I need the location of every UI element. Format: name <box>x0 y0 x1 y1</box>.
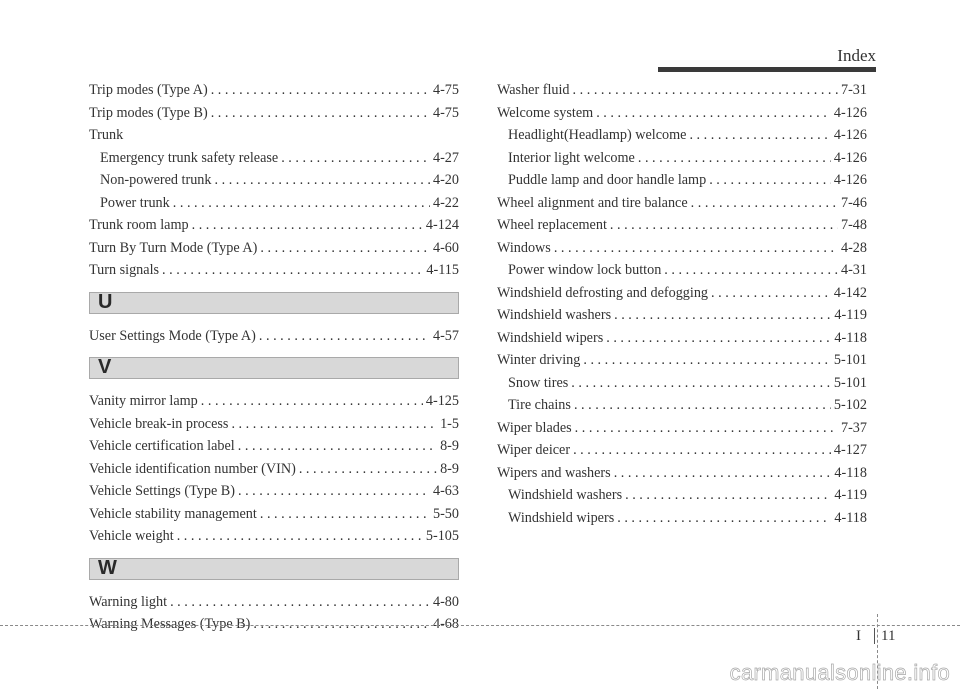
index-entry <box>89 461 459 484</box>
dot-leader <box>596 105 831 122</box>
index-page-ref: 4-31 <box>840 262 867 278</box>
dot-leader <box>610 217 838 234</box>
index-page-ref: 4-119 <box>834 307 867 323</box>
index-page-ref: 4-126 <box>833 127 867 143</box>
index-page-ref: 4-127 <box>833 442 867 458</box>
index-entry <box>89 82 459 105</box>
index-term: Wheel replacement <box>497 217 607 233</box>
index-term: Wiper blades <box>497 419 572 436</box>
dot-leader <box>606 330 831 347</box>
index-page-ref: 5-102 <box>833 397 867 413</box>
dot-leader <box>211 82 430 99</box>
index-subentry <box>497 487 867 510</box>
index-entry <box>497 307 867 330</box>
index-term: Vehicle stability management <box>89 505 257 522</box>
dot-leader <box>625 487 831 504</box>
dot-leader <box>638 150 831 167</box>
index-page-ref: 4-57 <box>432 327 459 344</box>
index-page-ref: 4-68 <box>432 616 459 632</box>
index-page-ref: 4-28 <box>840 239 867 256</box>
index-term: Headlight(Headlamp) welcome <box>508 127 687 143</box>
index-subentry <box>497 262 867 285</box>
index-term: Emergency trunk safety release <box>100 149 279 166</box>
index-page-ref: 4-22 <box>432 194 459 211</box>
index-term: User Settings Mode (Type A) <box>89 327 256 344</box>
index-page-ref: 4-80 <box>432 593 459 610</box>
index-term: Tire chains <box>508 397 571 413</box>
index-entry <box>89 328 459 351</box>
index-subentry <box>89 172 459 195</box>
index-term: Turn signals <box>89 262 160 278</box>
dot-leader <box>299 461 437 478</box>
index-term: Vehicle Settings (Type B) <box>89 483 235 499</box>
header-bar <box>658 67 876 72</box>
dot-leader <box>260 506 430 523</box>
index-page-ref: 7-48 <box>840 217 867 233</box>
dot-leader <box>238 483 430 500</box>
index-page-ref: 4-75 <box>432 82 459 98</box>
dot-leader <box>617 510 831 527</box>
index-entry <box>89 594 459 617</box>
index-entry <box>89 217 459 240</box>
index-page-ref: 7-46 <box>840 194 867 211</box>
dot-leader <box>177 528 423 545</box>
index-page-ref: 4-115 <box>426 262 459 278</box>
index-page-ref: 8-9 <box>440 460 459 477</box>
page-title: Index <box>837 46 876 65</box>
index-entry <box>497 217 867 240</box>
index-subentry <box>89 195 459 218</box>
index-term: Non-powered trunk <box>100 172 212 188</box>
dot-leader <box>231 416 437 433</box>
index-term: Snow tires <box>508 374 569 391</box>
index-entry <box>89 528 459 551</box>
dot-leader <box>691 195 838 212</box>
index-page-ref: 5-105 <box>425 528 459 544</box>
section-letter: U <box>98 290 113 313</box>
dot-leader <box>689 127 830 144</box>
dot-leader <box>614 307 831 324</box>
dot-leader <box>709 172 831 189</box>
index-entry <box>89 240 459 263</box>
index-entry <box>89 416 459 439</box>
index-term: Vehicle certification label <box>89 438 235 454</box>
index-term: Wheel alignment and tire balance <box>497 194 688 211</box>
index-term: Windshield wipers <box>508 509 615 526</box>
index-page-ref: 4-126 <box>833 149 867 166</box>
dot-leader <box>575 420 838 437</box>
dot-leader <box>583 352 831 369</box>
dot-leader <box>554 240 838 257</box>
index-page-ref: 4-125 <box>425 393 459 409</box>
section-header-w <box>89 558 459 580</box>
dot-leader <box>260 240 430 257</box>
section-letter: V <box>98 356 112 378</box>
dot-leader <box>711 285 831 302</box>
index-term: Vanity mirror lamp <box>89 393 198 409</box>
index-entry <box>89 438 459 461</box>
dot-leader <box>173 195 430 212</box>
index-entry <box>497 330 867 353</box>
index-page-ref: 5-101 <box>833 352 867 368</box>
index-page-ref: 4-126 <box>833 104 867 121</box>
index-page-ref: 4-60 <box>432 239 459 256</box>
index-entry <box>497 105 867 128</box>
index-page-ref: 4-27 <box>432 149 459 166</box>
index-term: Vehicle break-in process <box>89 415 229 432</box>
index-term: Welcome system <box>497 104 594 121</box>
index-entry <box>497 352 867 375</box>
index-entry <box>89 483 459 506</box>
dot-leader <box>281 150 430 167</box>
index-column-left <box>89 82 459 639</box>
index-subentry <box>497 150 867 173</box>
page-number: 11 <box>881 628 896 644</box>
index-heading <box>89 127 459 150</box>
index-term: Trip modes (Type B) <box>89 104 208 121</box>
index-entry <box>89 393 459 416</box>
index-entry <box>497 442 867 465</box>
dot-leader <box>170 594 430 611</box>
footer-divider <box>0 625 960 626</box>
index-term: Turn By Turn Mode (Type A) <box>89 239 258 256</box>
index-page-ref: 8-9 <box>440 438 459 454</box>
section-letter: I <box>856 628 861 644</box>
dot-leader <box>574 397 831 414</box>
index-term: Trunk room lamp <box>89 217 189 233</box>
index-page-ref: 4-63 <box>432 483 459 499</box>
index-entry <box>497 240 867 263</box>
index-page-ref: 4-118 <box>834 509 867 526</box>
index-entry <box>89 262 459 285</box>
index-term: Vehicle weight <box>89 528 174 544</box>
index-term: Windshield washers <box>497 307 612 323</box>
dot-leader <box>259 328 430 345</box>
index-term: Trunk <box>89 127 124 143</box>
index-entry <box>89 506 459 529</box>
index-page-ref: 1-5 <box>440 415 459 432</box>
dot-leader <box>573 442 831 459</box>
dot-leader <box>201 393 423 410</box>
index-term: Trip modes (Type A) <box>89 82 208 98</box>
section-header-u <box>89 292 459 314</box>
index-page-ref: 4-118 <box>834 329 867 346</box>
index-entry <box>497 285 867 308</box>
index-entry <box>497 420 867 443</box>
index-page-ref: 4-119 <box>834 487 867 503</box>
index-page-ref: 4-118 <box>834 464 867 481</box>
dot-leader <box>238 438 437 455</box>
index-term: Vehicle identification number (VIN) <box>89 460 296 477</box>
index-term: Windows <box>497 239 551 256</box>
section-header-v <box>89 357 459 379</box>
index-subentry <box>89 150 459 173</box>
index-entry <box>89 616 459 639</box>
index-term: Puddle lamp and door handle lamp <box>508 172 707 188</box>
index-page-ref: 4-20 <box>432 172 459 188</box>
index-term: Power trunk <box>100 194 170 211</box>
watermark: carmanualsonline.info <box>729 660 950 685</box>
index-page-ref: 4-124 <box>425 217 459 233</box>
index-term: Power window lock button <box>508 262 662 278</box>
index-term: Wipers and washers <box>497 464 611 481</box>
index-page-ref: 7-37 <box>840 419 867 436</box>
index-term: Windshield washers <box>508 487 623 503</box>
index-page-ref: 5-50 <box>432 505 459 522</box>
index-page-ref: 5-101 <box>833 374 867 391</box>
index-entry <box>497 465 867 488</box>
index-term: Windshield wipers <box>497 329 604 346</box>
index-page-ref: 4-142 <box>833 284 867 301</box>
page-number-separator <box>874 628 875 644</box>
index-page-ref: 4-75 <box>432 104 459 121</box>
dot-leader <box>571 375 831 392</box>
index-term: Washer fluid <box>497 82 570 98</box>
dot-leader <box>211 105 430 122</box>
dot-leader <box>614 465 832 482</box>
dot-leader <box>573 82 838 99</box>
dot-leader <box>162 262 423 279</box>
index-entry <box>497 82 867 105</box>
index-subentry <box>497 375 867 398</box>
index-entry <box>497 195 867 218</box>
index-term: Interior light welcome <box>508 149 635 166</box>
index-subentry <box>497 510 867 533</box>
index-column-right <box>497 82 867 532</box>
index-term: Wiper deicer <box>497 442 571 458</box>
index-subentry <box>497 127 867 150</box>
index-term: Warning light <box>89 593 168 610</box>
dot-leader <box>664 262 838 279</box>
index-term: Windshield defrosting and defogging <box>497 284 709 301</box>
index-entry <box>89 105 459 128</box>
section-letter: W <box>98 556 117 579</box>
dot-leader <box>215 172 430 189</box>
dot-leader <box>192 217 423 234</box>
index-subentry <box>497 397 867 420</box>
index-page-ref: 4-126 <box>833 172 867 188</box>
index-subentry <box>497 172 867 195</box>
index-page-ref: 7-31 <box>840 82 867 98</box>
index-term: Warning Messages (Type B) <box>89 616 251 632</box>
index-term: Winter driving <box>497 352 581 368</box>
